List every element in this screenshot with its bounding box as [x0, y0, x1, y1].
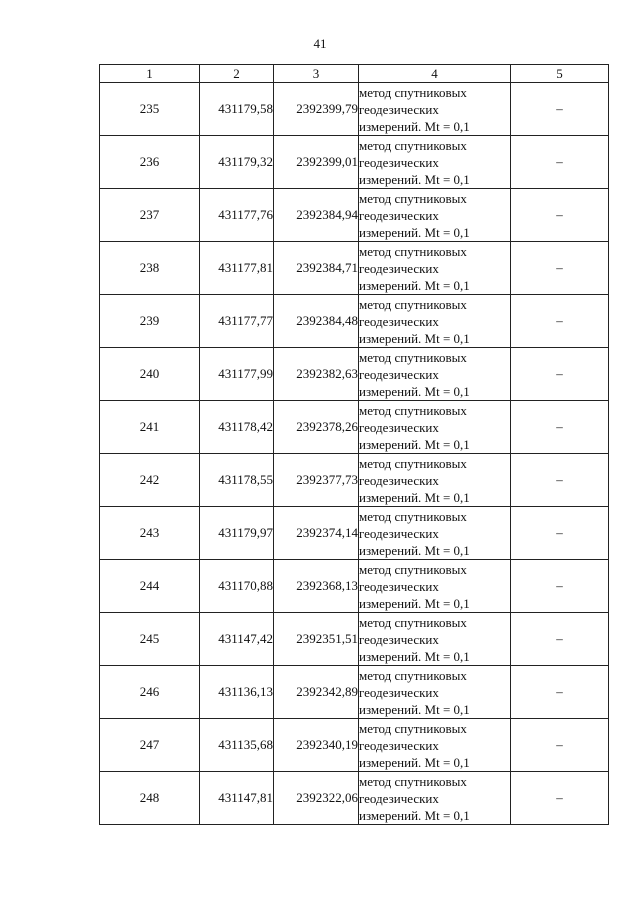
x-coordinate-cell: 431136,13	[200, 666, 274, 719]
table-row	[100, 189, 609, 242]
method-cell	[359, 189, 511, 242]
note-cell: –	[511, 295, 609, 348]
method-cell	[359, 613, 511, 666]
page-number: 41	[313, 36, 327, 51]
method-line: геодезических	[359, 737, 439, 753]
y-coordinate-cell: 2392368,13	[274, 560, 359, 613]
method-line: измерений. Mt = 0,1	[359, 171, 470, 187]
table-row	[100, 560, 609, 613]
point-number-cell: 238	[100, 242, 200, 295]
coordinates-table	[99, 64, 609, 825]
method-line: геодезических	[359, 578, 439, 594]
method-line: измерений. Mt = 0,1	[359, 118, 470, 134]
table-row	[100, 295, 609, 348]
y-coordinate-cell: 2392384,71	[274, 242, 359, 295]
y-coordinate-cell: 2392377,73	[274, 454, 359, 507]
x-coordinate-cell: 431147,81	[200, 772, 274, 825]
method-cell	[359, 772, 511, 825]
column-header-5: 5	[511, 65, 609, 83]
x-coordinate-cell: 431179,58	[200, 83, 274, 136]
method-cell	[359, 666, 511, 719]
x-coordinate-cell: 431177,77	[200, 295, 274, 348]
point-number-cell: 245	[100, 613, 200, 666]
column-header-2: 2	[200, 65, 274, 83]
note-cell: –	[511, 348, 609, 401]
method-line: геодезических	[359, 472, 439, 488]
x-coordinate-cell: 431147,42	[200, 613, 274, 666]
x-coordinate-cell: 431178,55	[200, 454, 274, 507]
y-coordinate-cell: 2392374,14	[274, 507, 359, 560]
table-row	[100, 83, 609, 136]
method-line: геодезических	[359, 631, 439, 647]
x-coordinate-cell: 431170,88	[200, 560, 274, 613]
table-row	[100, 454, 609, 507]
method-cell	[359, 507, 511, 560]
method-line: метод спутниковых	[359, 296, 467, 312]
x-coordinate-cell: 431179,97	[200, 507, 274, 560]
y-coordinate-cell: 2392340,19	[274, 719, 359, 772]
y-coordinate-cell: 2392399,79	[274, 83, 359, 136]
table-row	[100, 136, 609, 189]
x-coordinate-cell: 431135,68	[200, 719, 274, 772]
method-cell	[359, 295, 511, 348]
table-row	[100, 772, 609, 825]
x-coordinate-cell: 431179,32	[200, 136, 274, 189]
y-coordinate-cell: 2392342,89	[274, 666, 359, 719]
method-line: метод спутниковых	[359, 455, 467, 471]
method-line: измерений. Mt = 0,1	[359, 489, 470, 505]
method-line: метод спутниковых	[359, 243, 467, 259]
method-cell	[359, 242, 511, 295]
method-cell	[359, 719, 511, 772]
method-line: измерений. Mt = 0,1	[359, 277, 470, 293]
y-coordinate-cell: 2392322,06	[274, 772, 359, 825]
method-line: метод спутниковых	[359, 137, 467, 153]
table-row	[100, 613, 609, 666]
point-number-cell: 239	[100, 295, 200, 348]
method-line: измерений. Mt = 0,1	[359, 330, 470, 346]
method-cell	[359, 454, 511, 507]
y-coordinate-cell: 2392384,94	[274, 189, 359, 242]
table-row	[100, 348, 609, 401]
method-line: метод спутниковых	[359, 349, 467, 365]
method-cell	[359, 401, 511, 454]
note-cell: –	[511, 189, 609, 242]
method-line: геодезических	[359, 366, 439, 382]
method-line: измерений. Mt = 0,1	[359, 701, 470, 717]
table-row	[100, 666, 609, 719]
method-line: измерений. Mt = 0,1	[359, 595, 470, 611]
method-line: метод спутниковых	[359, 667, 467, 683]
note-cell: –	[511, 666, 609, 719]
y-coordinate-cell: 2392384,48	[274, 295, 359, 348]
point-number-cell: 235	[100, 83, 200, 136]
point-number-cell: 247	[100, 719, 200, 772]
method-line: метод спутниковых	[359, 720, 467, 736]
method-cell	[359, 560, 511, 613]
method-line: геодезических	[359, 684, 439, 700]
method-line: метод спутниковых	[359, 508, 467, 524]
column-header-3: 3	[274, 65, 359, 83]
method-line: геодезических	[359, 525, 439, 541]
method-line: метод спутниковых	[359, 773, 467, 789]
point-number-cell: 240	[100, 348, 200, 401]
note-cell: –	[511, 560, 609, 613]
x-coordinate-cell: 431178,42	[200, 401, 274, 454]
method-cell	[359, 83, 511, 136]
column-header-4: 4	[359, 65, 511, 83]
table-row	[100, 242, 609, 295]
method-line: геодезических	[359, 790, 439, 806]
method-line: метод спутниковых	[359, 84, 467, 100]
point-number-cell: 248	[100, 772, 200, 825]
note-cell: –	[511, 454, 609, 507]
note-cell: –	[511, 401, 609, 454]
method-line: метод спутниковых	[359, 561, 467, 577]
note-cell: –	[511, 136, 609, 189]
note-cell: –	[511, 83, 609, 136]
method-cell	[359, 348, 511, 401]
x-coordinate-cell: 431177,76	[200, 189, 274, 242]
method-line: измерений. Mt = 0,1	[359, 807, 470, 823]
method-line: геодезических	[359, 313, 439, 329]
y-coordinate-cell: 2392351,51	[274, 613, 359, 666]
method-line: измерений. Mt = 0,1	[359, 754, 470, 770]
table-row	[100, 507, 609, 560]
method-line: метод спутниковых	[359, 190, 467, 206]
method-line: измерений. Mt = 0,1	[359, 224, 470, 240]
note-cell: –	[511, 772, 609, 825]
y-coordinate-cell: 2392382,63	[274, 348, 359, 401]
point-number-cell: 236	[100, 136, 200, 189]
method-line: измерений. Mt = 0,1	[359, 648, 470, 664]
note-cell: –	[511, 613, 609, 666]
column-header-1: 1	[100, 65, 200, 83]
table-row	[100, 401, 609, 454]
point-number-cell: 241	[100, 401, 200, 454]
method-line: геодезических	[359, 419, 439, 435]
method-line: геодезических	[359, 207, 439, 223]
method-line: геодезических	[359, 154, 439, 170]
method-line: метод спутниковых	[359, 614, 467, 630]
point-number-cell: 237	[100, 189, 200, 242]
method-line: измерений. Mt = 0,1	[359, 436, 470, 452]
point-number-cell: 244	[100, 560, 200, 613]
method-line: метод спутниковых	[359, 402, 467, 418]
y-coordinate-cell: 2392378,26	[274, 401, 359, 454]
note-cell: –	[511, 242, 609, 295]
x-coordinate-cell: 431177,99	[200, 348, 274, 401]
note-cell: –	[511, 507, 609, 560]
method-line: измерений. Mt = 0,1	[359, 383, 470, 399]
method-line: измерений. Mt = 0,1	[359, 542, 470, 558]
note-cell: –	[511, 719, 609, 772]
table-body	[100, 83, 609, 825]
method-cell	[359, 136, 511, 189]
y-coordinate-cell: 2392399,01	[274, 136, 359, 189]
point-number-cell: 242	[100, 454, 200, 507]
point-number-cell: 243	[100, 507, 200, 560]
table-header-row	[100, 65, 609, 83]
point-number-cell: 246	[100, 666, 200, 719]
x-coordinate-cell: 431177,81	[200, 242, 274, 295]
method-line: геодезических	[359, 260, 439, 276]
method-line: геодезических	[359, 101, 439, 117]
table-row	[100, 719, 609, 772]
